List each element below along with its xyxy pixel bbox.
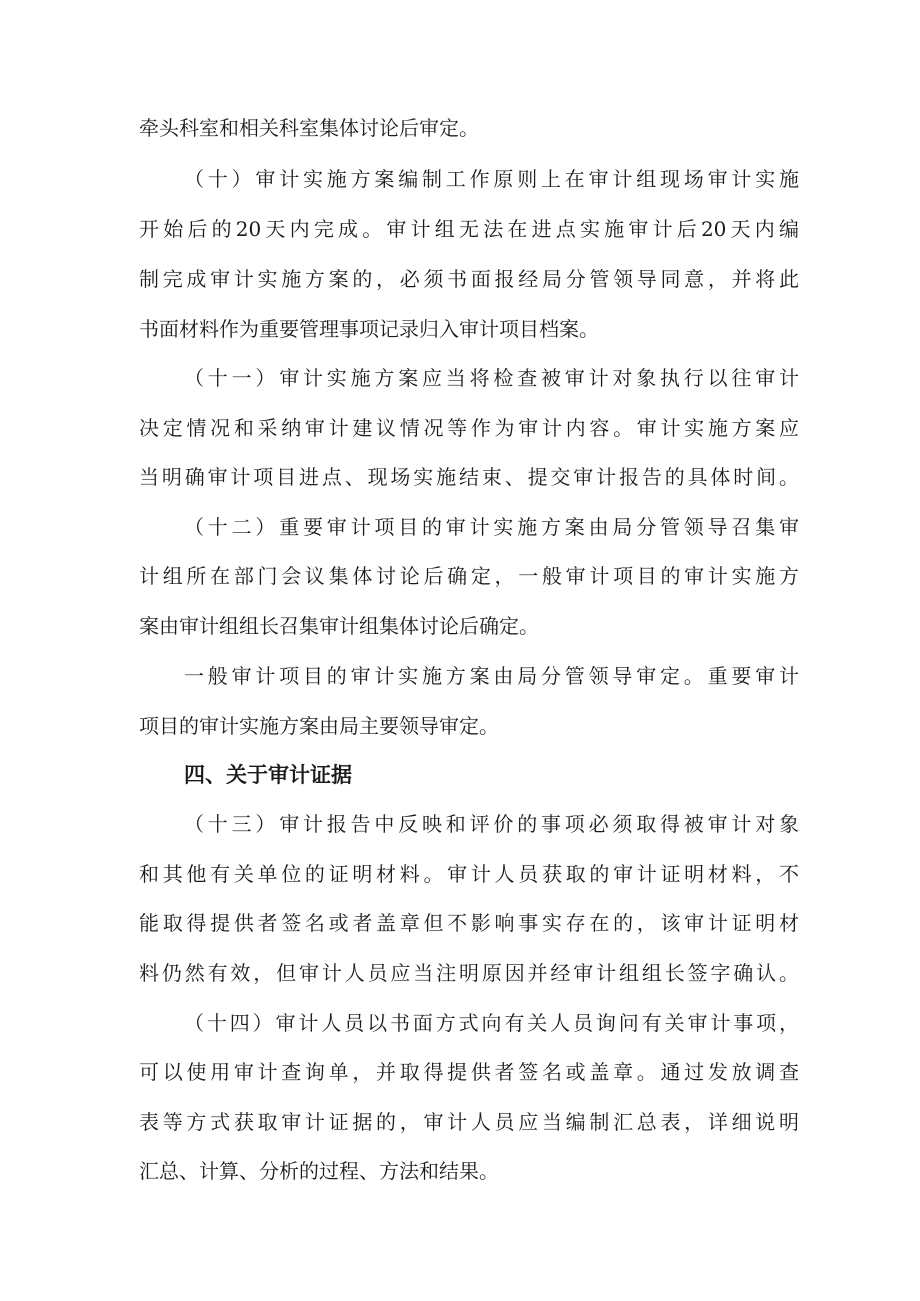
text-line: 开始后的20天内完成。审计组无法在进点实施审计后20天内编 — [139, 217, 799, 241]
text-line: 项目的审计实施方案由局主要领导审定。 — [139, 714, 499, 738]
text-line: 表等方式获取审计证据的，审计人员应当编制汇总表，详细说明 — [139, 1110, 799, 1134]
section-heading: 四、关于审计证据 — [184, 763, 352, 787]
text-line: 当明确审计项目进点、现场实施结束、提交审计报告的具体时间。 — [139, 465, 799, 489]
text-line: 一般审计项目的审计实施方案由局分管领导审定。重要审计 — [184, 664, 799, 688]
text-line: 和其他有关单位的证明材料。审计人员获取的审计证明材料，不 — [139, 862, 799, 886]
text-line: 制完成审计实施方案的，必须书面报经局分管领导同意，并将此 — [139, 267, 799, 291]
text-line: 能取得提供者签名或者盖章但不影响事实存在的，该审计证明材 — [139, 911, 799, 935]
text-line: （十三）审计报告中反映和评价的事项必须取得被审计对象 — [184, 812, 799, 836]
text-line: 汇总、计算、分析的过程、方法和结果。 — [139, 1159, 499, 1183]
text-line: 案由审计组组长召集审计组集体讨论后确定。 — [139, 614, 539, 638]
text-line: （十）审计实施方案编制工作原则上在审计组现场审计实施 — [184, 167, 799, 191]
text-line: （十四）审计人员以书面方式向有关人员询问有关审计事项， — [184, 1011, 799, 1035]
text-line: 计组所在部门会议集体讨论后确定，一般审计项目的审计实施方 — [139, 564, 799, 588]
text-line: （十一）审计实施方案应当将检查被审计对象执行以往审计 — [184, 366, 799, 390]
text-line: 可以使用审计查询单，并取得提供者签名或盖章。通过发放调查 — [139, 1060, 799, 1084]
text-line: 牵头科室和相关科室集体讨论后审定。 — [139, 116, 479, 140]
text-line: （十二）重要审计项目的审计实施方案由局分管领导召集审 — [184, 515, 799, 539]
text-line: 决定情况和采纳审计建议情况等作为审计内容。审计实施方案应 — [139, 416, 799, 440]
text-line: 书面材料作为重要管理事项记录归入审计项目档案。 — [139, 317, 599, 341]
text-line: 料仍然有效，但审计人员应当注明原因并经审计组组长签字确认。 — [139, 961, 799, 985]
